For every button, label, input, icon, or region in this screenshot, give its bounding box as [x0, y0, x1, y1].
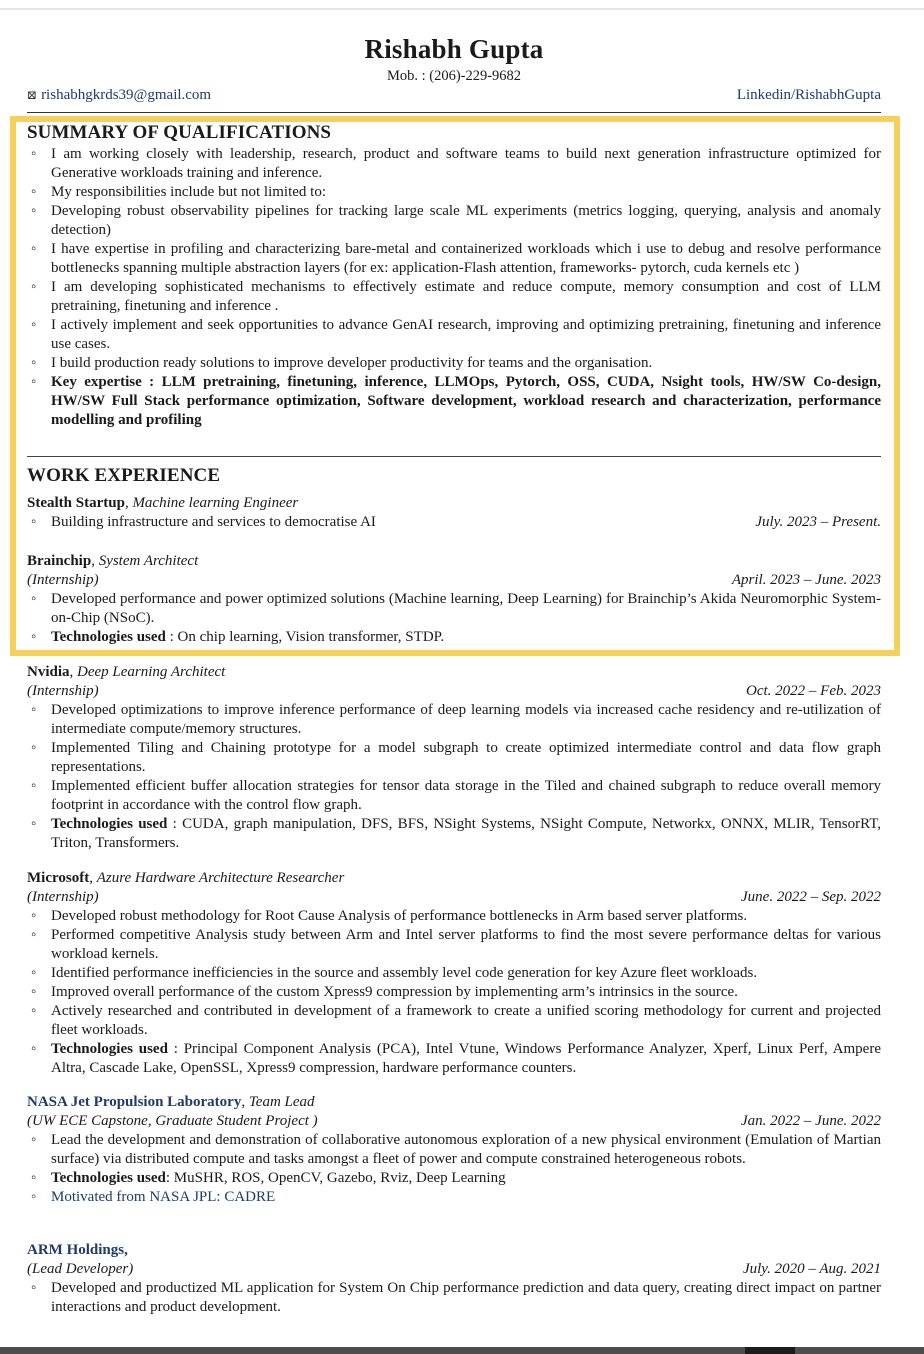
job-bullet: ◦ Developed and productized ML application for System On Chip performance prediction and data query, creating direct impact on partner interactions and product development. — [27, 1279, 881, 1317]
tech-label: Technologies used — [51, 629, 166, 645]
job-tech — [27, 628, 881, 647]
job-bullet: ◦ Implemented efficient buffer allocation strategies for tensor data storage in the Tiled and chained subgraph to reduce overall memory footprint in accordance with the control flow graph. — [27, 777, 881, 815]
summary-item: ◦ My responsibilities include but not limited to: — [27, 183, 881, 202]
job-bullet: ◦ Implemented Tiling and Chaining prototype for a model subgraph to create optimized intermediate control and data flow graph representations. — [27, 739, 881, 777]
summary-item: ◦ Developing robust observability pipelines for tracking large scale ML experiments (metrics logging, querying, analysis and anomaly detection) — [27, 202, 881, 240]
email-link[interactable] — [27, 87, 211, 104]
job-arm-holdings — [27, 1241, 881, 1317]
job-tech — [27, 1040, 881, 1078]
job-bullets — [27, 513, 881, 532]
job-bullet: ◦ Developed optimizations to improve inference performance of deep learning models via increased cache residency and re-utilization of intermediate compute/memory structures. — [27, 701, 881, 739]
envelope-icon: ⊠ — [27, 88, 38, 102]
job-bullets — [27, 907, 881, 1078]
linkedin-link[interactable]: Linkedin/RishabhGupta — [736, 87, 881, 103]
job-date: Jan. 2022 – June. 2022 — [741, 1113, 881, 1129]
job-bullets — [27, 701, 881, 853]
job-role: System Architect — [98, 553, 199, 569]
job-type: (Internship) — [27, 889, 99, 905]
email-text: rishabhgkrds39@gmail.com — [41, 87, 212, 103]
job-bullet: ◦ Performed competitive Analysis study between Arm and Intel server platforms to find the most severe performance deltas for various workload kernels. — [27, 926, 881, 964]
job-role: Azure Hardware Architecture Researcher — [96, 870, 345, 886]
job-bullet: ◦ Developed performance and power optimized solutions (Machine learning, Deep Learning) for Brainchip’s Akida Neuromorphic System-on-Chip (NSoC). — [27, 590, 881, 628]
job-type: (UW ECE Capstone, Graduate Student Project ) — [27, 1113, 318, 1129]
job-date: April. 2023 – June. 2023 — [731, 572, 881, 588]
top-border — [0, 8, 924, 10]
job-stealth-startup: Stealth Startup, Machine learning Engineer ◦ Building infrastructure and services to democratise AI July. 2023 – Present. — [27, 494, 881, 532]
job-bullet: ◦ Improved overall performance of the custom Xpress9 compression by implementing arm’s intrinsics in the source. — [27, 983, 881, 1002]
company-name: Microsoft — [27, 870, 90, 886]
job-bullets — [27, 590, 881, 647]
tech-list: : Principal Component Analysis (PCA), Intel Vtune, Windows Performance Analyzer, Xperf, Linux Perf, Ampere Altra, Cascade Lake, OpenSSL, Xpress9 compression, hardware performance counters. — [51, 1041, 881, 1076]
key-expertise-text: Key expertise : LLM pretraining, finetuning, inference, LLMOps, Pytorch, OSS, CUDA, Nsight tools, HW/SW Co-design, HW/SW Full Stack performance optimization, Software development, workload research and characterization, performance modelling and profiling — [51, 374, 881, 428]
job-bullet: ◦ Lead the development and demonstration of collaborative autonomous exploration of a new physical environment (Emulation of Martian surface) via distributed compute and tasks amongst a fleet of power and compute constrained heterogeneous robots. — [27, 1131, 881, 1169]
job-tech — [27, 1169, 881, 1188]
job-date: June. 2022 – Sep. 2022 — [741, 889, 881, 905]
job-role: Team Lead — [248, 1094, 315, 1110]
tech-list: : CUDA, graph manipulation, DFS, BFS, NSight Systems, NSight Compute, Networkx, ONNX, MLIR, TensorRT, Triton, Transformers. — [51, 816, 882, 851]
job-microsoft: Microsoft, Azure Hardware Architecture Researcher (Internship) June. 2022 – Sep. 2022 ◦ Developed robust methodology for Root Cause Analysis of performance bottlenecks in Arm based server platforms. ◦ Performed competitive Analysis study between Arm and Intel server platforms to find the most severe performance deltas for various workload kernels. ◦ Identified performance inefficiencies in the source and assembly level code generation for key Azure fleet workloads. ◦ Improved overall performance of the custom Xpress9 compression by implementing arm’s intrinsics in the source. ◦ Actively researched and contributed in development of a framework to create a unified scoring methodology for current and projected fleet workloads. ◦ Technologies used : Principal Component Analysis (PCA), Intel Vtune, Windows Performance Analyzer, Xperf, Linux Perf, Ampere Altra, Cascade Lake, OpenSSL, Xpress9 compression, hardware performance counters. — [27, 869, 881, 1078]
summary-title: SUMMARY OF QUALIFICATIONS — [27, 122, 332, 143]
summary-item-key-expertise — [27, 373, 881, 430]
job-type: (Internship) — [27, 572, 99, 588]
section-divider — [27, 456, 881, 457]
summary-item: ◦ I am developing sophisticated mechanisms to effectively estimate and reduce compute, memory consumption and cost of LLM pretraining, finetuning and inference . — [27, 278, 881, 316]
tech-list: : MuSHR, ROS, OpenCV, Gazebo, Rviz, Deep Learning — [165, 1170, 506, 1186]
job-nasa-jpl: NASA Jet Propulsion Laboratory, Team Lead (UW ECE Capstone, Graduate Student Project ) Jan. 2022 – June. 2022 ◦ Lead the development and demonstration of collaborative autonomous exploration of a new physical environment (Emulation of Martian surface) via distributed compute and tasks amongst a fleet of power and compute constrained heterogeneous robots. ◦ Technologies used: MuSHR, ROS, OpenCV, Gazebo, Rviz, Deep Learning ◦ Motivated from NASA JPL: CADRE — [27, 1093, 881, 1207]
job-tech — [27, 815, 881, 853]
tech-list: : On chip learning, Vision transformer, STDP. — [165, 629, 445, 645]
company-name: Brainchip — [27, 553, 92, 569]
job-role: Machine learning Engineer — [132, 495, 299, 511]
job-bullets — [27, 1131, 881, 1207]
job-brainchip: Brainchip, System Architect (Internship) April. 2023 – June. 2023 ◦ Developed performance and power optimized solutions (Machine learning, Deep Learning) for Brainchip’s Akida Neuromorphic System-on-Chip (NSoC). ◦ Technologies used : On chip learning, Vision transformer, STDP. — [27, 552, 881, 647]
job-nvidia: Nvidia, Deep Learning Architect (Internship) Oct. 2022 – Feb. 2023 ◦ Developed optimizations to improve inference performance of deep learning models via increased cache residency and re-utilization of intermediate compute/memory structures. ◦ Implemented Tiling and Chaining prototype for a model subgraph to create optimized intermediate control and data flow graph representations. ◦ Implemented efficient buffer allocation strategies for tensor data storage in the Tiled and chained subgraph to reduce overall memory footprint in accordance with the control flow graph. ◦ Technologies used : CUDA, graph manipulation, DFS, BFS, NSight Systems, NSight Compute, Networkx, ONNX, MLIR, TensorRT, Triton, Transformers. — [27, 663, 881, 853]
job-type: (Internship) — [27, 683, 99, 699]
cadre-link[interactable]: ◦ Motivated from NASA JPL: CADRE — [27, 1188, 881, 1207]
header-divider — [27, 112, 881, 113]
tech-label: Technologies used — [51, 1170, 166, 1186]
summary-item: ◦ I have expertise in profiling and characterizing bare-metal and containerized workloads which i use to debug and resolve performance bottlenecks spanning multiple abstraction layers (for ex: application-Flash attention, frameworks- pytorch, cuda kernels etc ) — [27, 240, 881, 278]
summary-list — [27, 145, 881, 430]
job-bullet: ◦ Actively researched and contributed in development of a framework to create a unified scoring methodology for current and projected fleet workloads. — [27, 1002, 881, 1040]
job-role: Deep Learning Architect — [77, 664, 226, 680]
job-type: (Lead Developer) — [27, 1261, 134, 1277]
job-date: Oct. 2022 – Feb. 2023 — [746, 683, 881, 699]
tech-label: Technologies used — [51, 816, 168, 832]
company-link[interactable]: ARM Holdings, — [27, 1242, 128, 1258]
candidate-name: Rishabh Gupta — [364, 34, 544, 64]
bottom-strip-dark-segment — [745, 1347, 795, 1354]
summary-item: ◦ I actively implement and seek opportunities to advance GenAI research, improving and optimizing pretraining, finetuning and inference use cases. — [27, 316, 881, 354]
summary-item: ◦ I am working closely with leadership, research, product and software teams to build next generation infrastructure optimized for Generative workloads training and inference. — [27, 145, 881, 183]
company-link[interactable]: NASA Jet Propulsion Laboratory — [27, 1094, 242, 1110]
job-bullet: ◦ Developed robust methodology for Root Cause Analysis of performance bottlenecks in Arm based server platforms. — [27, 907, 881, 926]
tech-label: Technologies used — [51, 1041, 168, 1057]
summary-item: ◦ I build production ready solutions to improve developer productivity for teams and the organisation. — [27, 354, 881, 373]
bottom-scroll-strip — [0, 1347, 924, 1354]
experience-title: WORK EXPERIENCE — [27, 465, 221, 486]
job-bullet: ◦ Building infrastructure and services to democratise AI July. 2023 – Present. — [27, 513, 881, 532]
mobile-number: Mob. : (206)-229-9682 — [386, 68, 522, 84]
job-date: July. 2020 – Aug. 2021 — [742, 1261, 881, 1277]
job-date: July. 2023 – Present. — [755, 514, 881, 530]
job-bullet: ◦ Identified performance inefficiencies in the source and assembly level code generation for key Azure fleet workloads. — [27, 964, 881, 983]
job-bullets — [27, 1279, 881, 1317]
company-name: Stealth Startup — [27, 495, 125, 511]
company-name: Nvidia — [27, 664, 70, 680]
